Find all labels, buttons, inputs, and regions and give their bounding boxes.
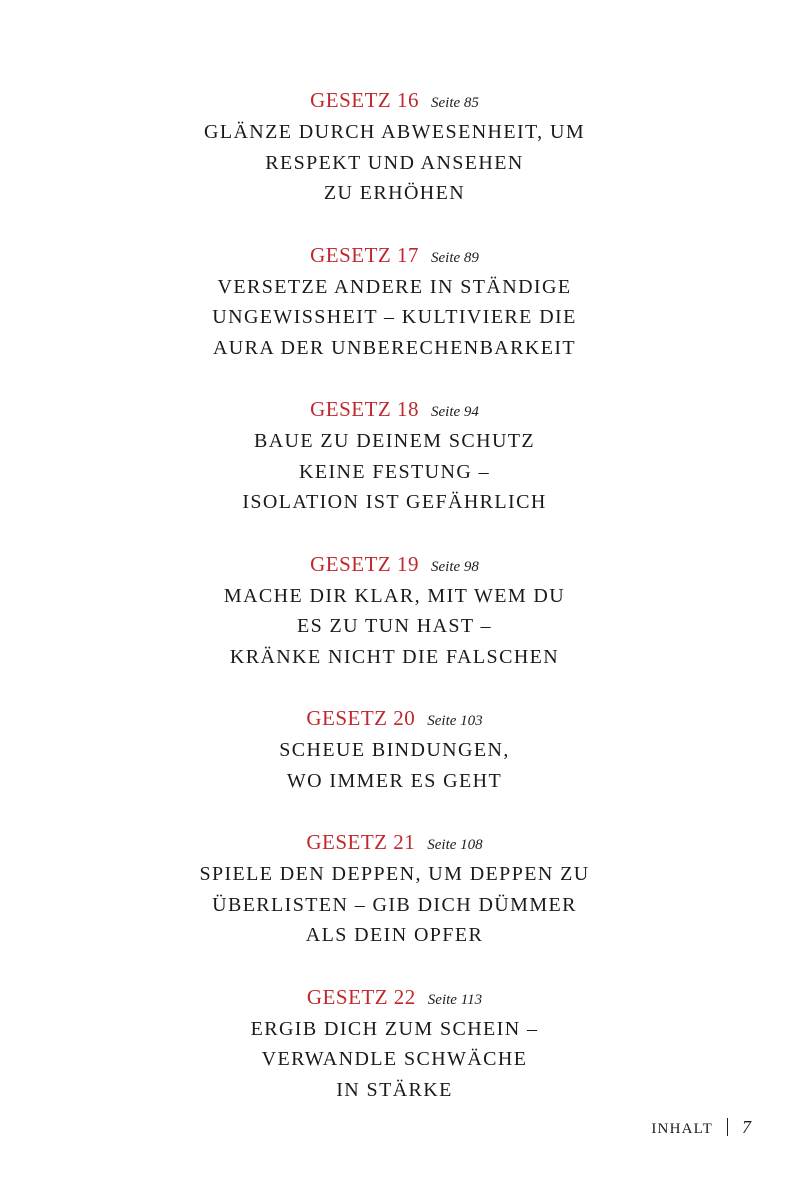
law-label: GESETZ 16 bbox=[310, 88, 419, 112]
entry-heading bbox=[0, 826, 789, 859]
entry-heading bbox=[0, 84, 789, 117]
table-of-contents bbox=[0, 84, 789, 1135]
page-reference: Seite 94 bbox=[431, 404, 479, 420]
toc-entry bbox=[0, 239, 789, 364]
law-title-line: ES ZU TUN HAST – bbox=[296, 615, 492, 637]
toc-entry bbox=[0, 393, 789, 518]
entry-heading bbox=[0, 239, 789, 272]
toc-entry bbox=[0, 702, 789, 796]
law-title-line: AURA DER UNBERECHENBARKEIT bbox=[212, 336, 577, 359]
page-reference: Seite 85 bbox=[431, 95, 479, 111]
toc-entry bbox=[0, 826, 789, 951]
toc-entry bbox=[0, 981, 789, 1106]
law-title-line: KRÄNKE NICHT DIE FALSCHEN bbox=[229, 645, 560, 668]
law-title-line: VERSETZE ANDERE IN STÄNDIGE bbox=[217, 275, 572, 298]
footer-divider bbox=[727, 1118, 728, 1136]
page-reference: Seite 103 bbox=[427, 713, 483, 729]
law-title-line: ÜBERLISTEN – GIB DICH DÜMMER bbox=[212, 893, 577, 916]
law-label: GESETZ 19 bbox=[310, 551, 419, 576]
law-title-line: IN STÄRKE bbox=[336, 1078, 453, 1101]
law-title-line: RESPEKT UND ANSEHEN bbox=[265, 151, 524, 174]
law-title-line: KEINE FESTUNG – bbox=[299, 460, 490, 483]
page-reference: Seite 108 bbox=[427, 837, 483, 853]
page-reference: Seite 98 bbox=[431, 558, 479, 575]
law-title-line: UNGEWISSHEIT – KULTIVIERE DIE bbox=[212, 306, 577, 328]
law-title-line: WO IMMER ES GEHT bbox=[286, 769, 503, 792]
entry-heading bbox=[0, 393, 789, 426]
entry-heading bbox=[0, 548, 789, 581]
law-label: GESETZ 21 bbox=[306, 830, 416, 854]
law-title-line: SPIELE DEN DEPPEN, UM DEPPEN ZU bbox=[199, 863, 590, 885]
law-title-line: VERWANDLE SCHWÄCHE bbox=[261, 1048, 528, 1070]
law-title-line: ZU ERHÖHEN bbox=[323, 182, 466, 204]
page-footer bbox=[651, 1112, 751, 1142]
entry-heading bbox=[0, 981, 789, 1014]
toc-entry bbox=[0, 84, 789, 209]
law-title-line: ALS DEIN OPFER bbox=[305, 924, 484, 946]
running-section-title: INHALT bbox=[651, 1121, 713, 1137]
law-title-line: BAUE ZU DEINEM SCHUTZ bbox=[253, 430, 536, 452]
law-title-line: ISOLATION IST GEFÄHRLICH bbox=[242, 491, 547, 513]
law-title-line: ERGIB DICH ZUM SCHEIN – bbox=[250, 1017, 539, 1040]
law-label: GESETZ 22 bbox=[306, 984, 416, 1009]
law-title-line: SCHEUE BINDUNGEN, bbox=[279, 739, 510, 761]
law-title-line: MACHE DIR KLAR, MIT WEM DU bbox=[223, 584, 566, 607]
entry-heading bbox=[0, 702, 789, 735]
law-title-line: GLÄNZE DURCH ABWESENHEIT, UM bbox=[203, 121, 586, 143]
page-reference: Seite 113 bbox=[427, 991, 483, 1008]
law-label: GESETZ 20 bbox=[306, 706, 416, 730]
toc-entry bbox=[0, 548, 789, 673]
page-reference: Seite 89 bbox=[431, 249, 479, 266]
law-label: GESETZ 17 bbox=[310, 242, 419, 267]
law-label: GESETZ 18 bbox=[310, 397, 419, 421]
page-number: 7 bbox=[742, 1117, 751, 1137]
